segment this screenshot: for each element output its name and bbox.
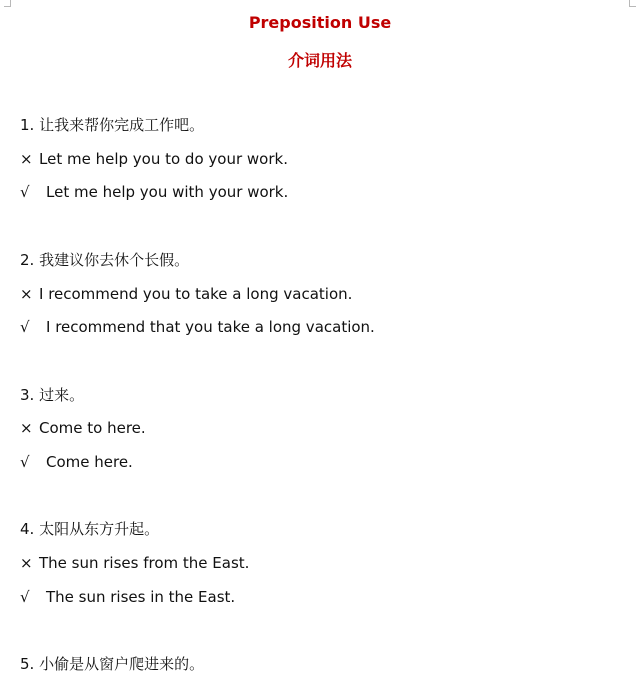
item-2-prompt bbox=[20, 251, 189, 269]
item-3-correct-line bbox=[20, 453, 133, 471]
correct-sentence: The sun rises in the East. bbox=[46, 588, 236, 606]
item-3-wrong-line bbox=[20, 419, 146, 437]
item-4-wrong-line bbox=[20, 554, 249, 572]
check-mark-icon: √ bbox=[20, 318, 30, 336]
wrong-sentence: Let me help you to do your work. bbox=[39, 150, 288, 168]
item-1-prompt bbox=[20, 116, 204, 134]
item-3-prompt bbox=[20, 386, 84, 404]
chinese-sentence: 我建议你去休个长假。 bbox=[39, 251, 190, 269]
wrong-sentence: The sun rises from the East. bbox=[39, 554, 250, 572]
check-mark-icon: √ bbox=[20, 183, 30, 201]
check-mark-icon: √ bbox=[20, 588, 30, 606]
check-mark-icon: √ bbox=[20, 453, 30, 471]
chinese-sentence: 过来。 bbox=[39, 386, 85, 404]
page-subtitle-chinese: 介词用法 bbox=[287, 51, 352, 70]
wrong-mark-icon: × bbox=[20, 150, 33, 168]
item-number: 4. bbox=[20, 520, 35, 538]
wrong-mark-icon: × bbox=[20, 554, 33, 572]
correct-sentence: Come here. bbox=[46, 453, 133, 471]
wrong-sentence: Come to here. bbox=[39, 419, 146, 437]
chinese-sentence: 太阳从东方升起。 bbox=[39, 520, 160, 538]
item-2-correct-line bbox=[20, 318, 375, 336]
item-number: 3. bbox=[20, 386, 35, 404]
item-number: 2. bbox=[20, 251, 35, 269]
item-1-correct-line bbox=[20, 183, 288, 201]
wrong-mark-icon: × bbox=[20, 419, 33, 437]
item-1-wrong-line bbox=[20, 150, 288, 168]
correct-sentence: I recommend that you take a long vacation. bbox=[46, 318, 375, 336]
wrong-sentence: I recommend you to take a long vacation. bbox=[39, 285, 353, 303]
item-number: 1. bbox=[20, 116, 35, 134]
page-corner-marker-right bbox=[629, 0, 636, 7]
page-title: Preposition Use bbox=[248, 13, 392, 32]
item-5-prompt bbox=[20, 655, 204, 673]
chinese-sentence: 小偷是从窗户爬进来的。 bbox=[39, 655, 205, 673]
chinese-sentence: 让我来帮你完成工作吧。 bbox=[39, 116, 205, 134]
item-4-prompt bbox=[20, 520, 159, 538]
item-2-wrong-line bbox=[20, 285, 352, 303]
item-number: 5. bbox=[20, 655, 35, 673]
item-4-correct-line bbox=[20, 588, 235, 606]
correct-sentence: Let me help you with your work. bbox=[46, 183, 289, 201]
page-corner-marker-left bbox=[4, 0, 11, 7]
wrong-mark-icon: × bbox=[20, 285, 33, 303]
